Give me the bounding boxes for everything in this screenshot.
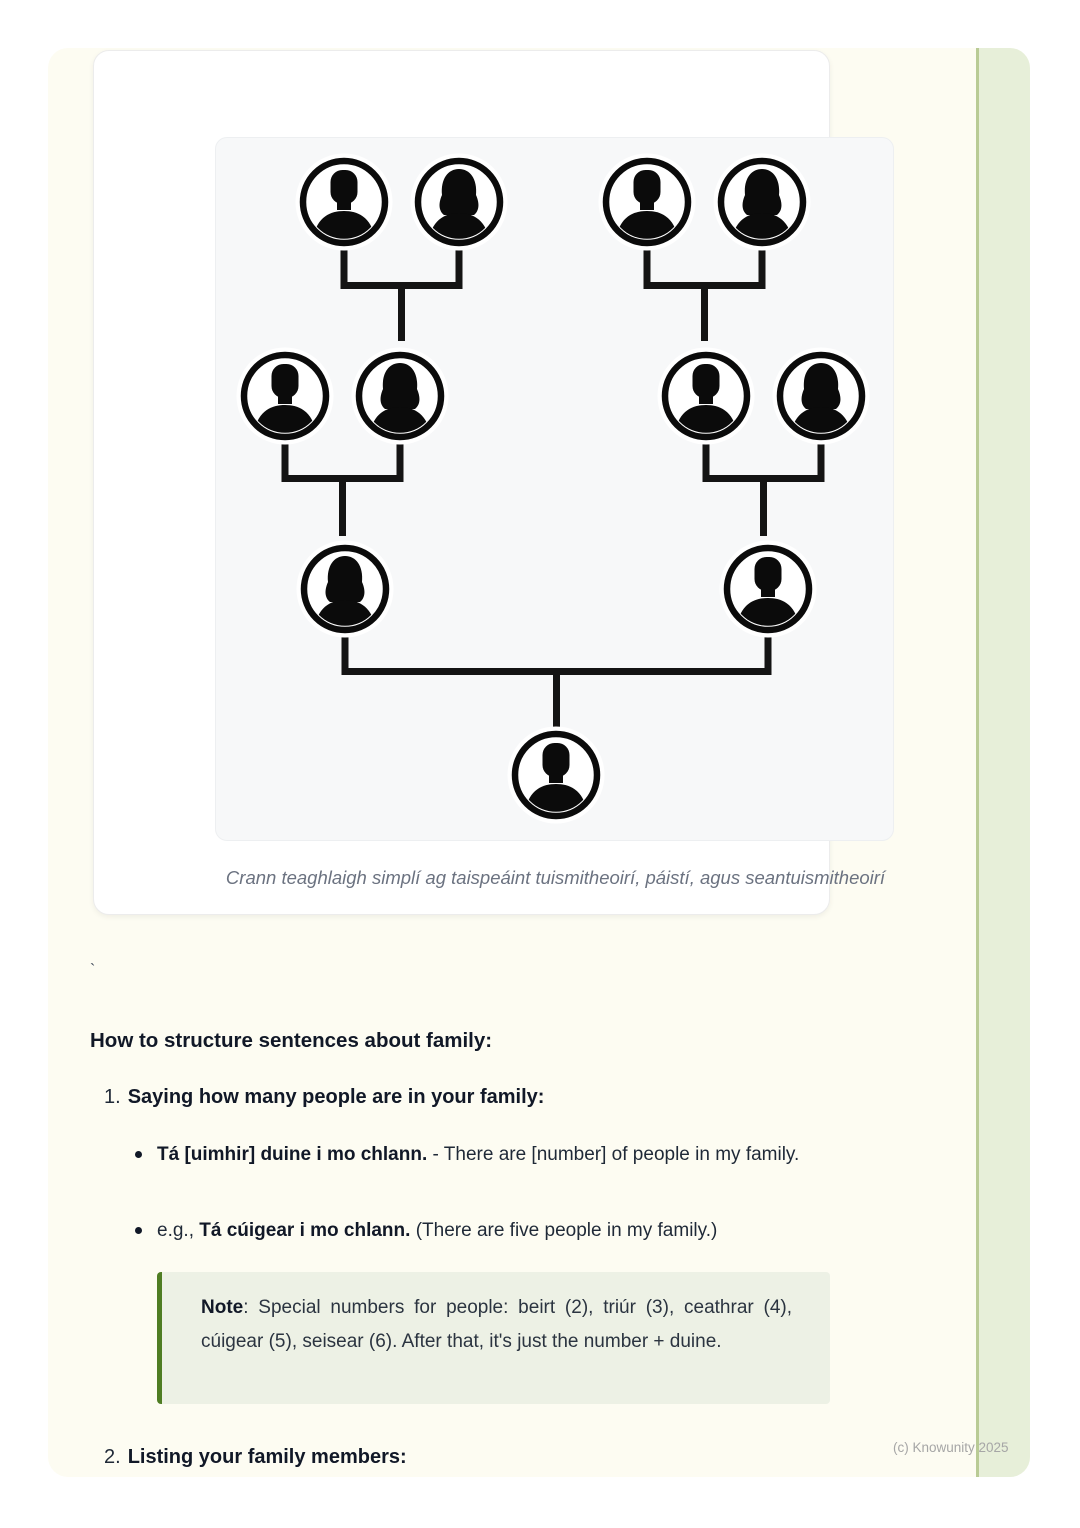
family-tree-figure-card — [93, 50, 886, 915]
phrase-translation: (There are five people in my family.) — [410, 1220, 718, 1241]
page-edge-green-strip — [976, 48, 1030, 1477]
note-callout — [157, 1272, 830, 1404]
irish-phrase: Tá cúigear i mo chlann. — [199, 1220, 411, 1241]
family-tree-panel — [215, 137, 894, 841]
phrase-translation: - There are [number] of people in my family. — [427, 1144, 800, 1165]
section-heading: How to structure sentences about family: — [90, 1029, 493, 1052]
figure-caption: Crann teaghlaigh simplí ag taispeáint tuismitheoirí, páistí, agus seantuismitheoirí — [225, 867, 886, 888]
person-icon-grandfather-right — [599, 154, 696, 251]
numbered-item-2 — [104, 1446, 407, 1469]
person-icon-grandfather-left — [296, 154, 393, 251]
person-icon-child — [508, 727, 605, 824]
person-icon-grandmother-right — [714, 154, 811, 251]
example-prefix: e.g., — [157, 1220, 200, 1241]
item-number: 1. — [104, 1086, 121, 1108]
person-icon-grandfather-right-2 — [658, 348, 755, 445]
item-label: Saying how many people are in your family: — [127, 1086, 545, 1108]
family-tree-diagram — [216, 138, 893, 840]
item-label: Listing your family members: — [127, 1446, 407, 1468]
copyright-watermark: (c) Knowunity 2025 — [893, 1440, 1009, 1455]
person-icon-grandfather-left-2 — [237, 348, 334, 445]
person-icon-grandmother-left-2 — [352, 348, 449, 445]
note-label: Note — [201, 1297, 244, 1318]
numbered-item-1 — [104, 1086, 544, 1109]
note-text: Note: Special numbers for people: beirt (2), triúr (3), ceathrar (4), cúigear (5), seisear (6). After that, it's just the number + duine. — [201, 1297, 792, 1352]
bullet-icon — [135, 1227, 142, 1234]
person-icon-grandmother-left — [411, 154, 508, 251]
person-icon-father — [720, 541, 817, 638]
bullet-item-1 — [157, 1139, 817, 1171]
person-icon-mother — [297, 541, 394, 638]
stray-backtick: ` — [90, 962, 96, 979]
item-number: 2. — [104, 1446, 121, 1468]
bullet-icon — [135, 1151, 142, 1158]
bullet-item-2 — [157, 1215, 817, 1247]
irish-phrase: Tá [uimhir] duine i mo chlann. — [157, 1144, 428, 1165]
tree-connector-lines — [282, 243, 825, 729]
person-icon-grandmother-right-2 — [773, 348, 870, 445]
